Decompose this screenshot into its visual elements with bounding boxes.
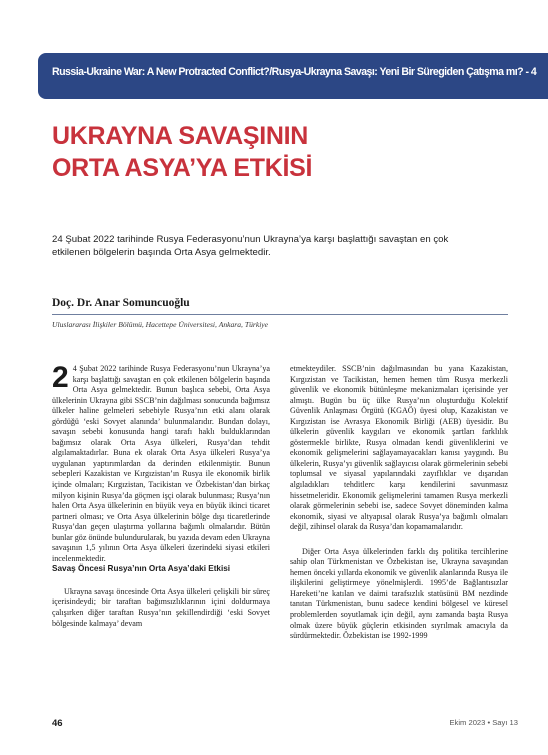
article-title-line-2: ORTA ASYA’YA ETKİSİ: [52, 154, 313, 182]
article-title-line-1: UKRAYNA SAVAŞININ: [52, 122, 309, 150]
body-paragraph: etmekteydiler. SSCB’nin dağılmasından bu yana Kazakistan, Kırgızistan ve Tacikistan, hemen hemen tüm Rusya merkezli güvenlik ve ekonomik bütünleşme mekanizmaları içerisinde yer almıştı. Bugün bu üç ülke Rusya’nın oluşturduğu Kolektif Güvenlik Anlaşması Örgütü (KGAÖ) üyesi olup, Kazakistan ve Kırgızistan ise Avrasya Ekonomik Birliği (AEB) üyesidir. Bu ülkelerin güvenlik kaygıları ve ekonomik şartları farklılık göstermekle birlikte, Rusya olmadan kendi güvenliklerini ve ekonomik gelişmelerini sağlayamayacakları kanısı yaygındı. Bu ülkelerin, Rusya’yı güvenlik sağlayıcısı olarak görmelerinin sebebi toplumsal ve siyasal yapılarındaki zayıflıklar ve dışarıdan algıladıkları tehditlerc karşı kendilerini savunmasız hissetmeleridir. Ekonomik gelişmelerini tamamen Rusya merkezli olarak görmelerinin sebebi ise, sadece Sovyet döneminden kalma ekonomik, siyasi ve altyapısal olarak Rusya’ya bağımlı olmaları değil, zihinsel olarak da Rusya’dan kopamamalarıdır.: [290, 364, 508, 532]
author-name: Doç. Dr. Anar Somuncuoğlu: [52, 297, 190, 309]
author-affiliation: Uluslararası İlişkiler Bölümü, Hacettepe Üniversitesi, Ankara, Türkiye: [52, 320, 269, 329]
series-title: Russia-Ukraine War: A New Protracted Conflict?/Rusya-Ukrayna Savaşı: Yeni Bir Süregiden Çatışma mı? - 4: [52, 66, 537, 78]
author-divider: [52, 314, 508, 315]
column-left: [52, 361, 270, 629]
column-right: [290, 364, 508, 642]
body-paragraph: Diğer Orta Asya ülkelerinden farklı dış politika tercihlerine sahip olan Türkmenistan ve Özbekistan ise, Ukrayna savaşından hemen önceki yıllarda ekonomik ve güvenlik alanlarında Rusya ile ilişkilerini geliştirmeye yönelmişlerdi. 1995’de Bağlantısızlar Hareketi’ne katılan ve daimi tarafsızlık statüsünü BM nezdinde tanıtan Türkmenistan, bunu sadece kendini bölgesel ve küresel problemlerden soyutlamak için değil, aynı zamanda başta Rusya olmak üzere büyük güçlerin etkisinden sıyrılmak amacıyla da sürdürmektedir. Özbekistan ise 1992-1999: [290, 546, 508, 641]
body-paragraph: Ukrayna savaşı öncesinde Orta Asya ülkeleri çelişkili bir süreç içerisindeydi; bir taraftan bağımsızlıklarının içini doldurmaya çalışırken diğer taraftan Rusya’nın şekillendirdiği ‘eski Sovyet bölgesinde kalmaya’ devam: [52, 586, 270, 628]
article-lead: 24 Şubat 2022 tarihinde Rusya Federasyonu’nun Ukrayna’ya karşı başlattığı savaştan en çok etkilenen bölgelerin başında Orta Asya gelmektedir.: [52, 234, 449, 258]
issue-info: Ekim 2023 • Sayı 13: [449, 718, 518, 727]
section-heading: Savaş Öncesi Rusya’nın Orta Asya’daki Etkisi: [52, 564, 231, 574]
body-paragraph-text: 4 Şubat 2022 tarihinde Rusya Federasyonu’nun Ukrayna’ya karşı başlattığı savaştan en çok etkilenen bölgelerin başında Orta Asya gelmektedir. Bunun başlıca sebebi, Orta Asya ülkelerinin Ukrayna gibi SSCB’nin dağılması sonucunda bağımsız ülkeler haline gelmeleri sebebiyle Rusya’nın etki alanı olarak gördüğü ‘eski Sovyet alanında’ bulunmalarıdır. Bundan dolayı, savaşın sebebi konusunda hangi tarafı haklı bulduklarından bağımsız olarak Orta Asya ülkeleri, Rusya’dan tehdit algılamaktadırlar. Buna ek olarak Orta Asya ülkeleri Rusya’ya uygulanan yaptırımlardan da derinden etkilenmiştir. Bunun sebepleri Kazakistan ve Kırgızistan’ın Rusya ile ekonomik birlik içinde olmaları; Kırgızistan, Tacikistan ve Özbekistan’dan birkaç milyon kişinin Rusya’da göçmen işçi olarak bulunması; Rusya’nın halen Orta Asya ülkelerinin en büyük veya en büyük ikinci ticaret partneri olması; ve Orta Asya ülkelerinin bölge dışı ticaretlerinde Rusya’dan geçen ulaştırma yollarına bağımlı olmalarıdır. Bütün bunlar göz önünde bulundurularak, bu yazıda devam eden Ukrayna savaşının 1,5 yılının Orta Asya ülkeleri üzerindeki siyasi etkileri incelenmektedir.: [52, 364, 270, 563]
page-number: 46: [52, 718, 63, 729]
article-title: [52, 120, 522, 184]
body-paragraph: [52, 361, 270, 564]
drop-cap: 2: [52, 361, 69, 394]
